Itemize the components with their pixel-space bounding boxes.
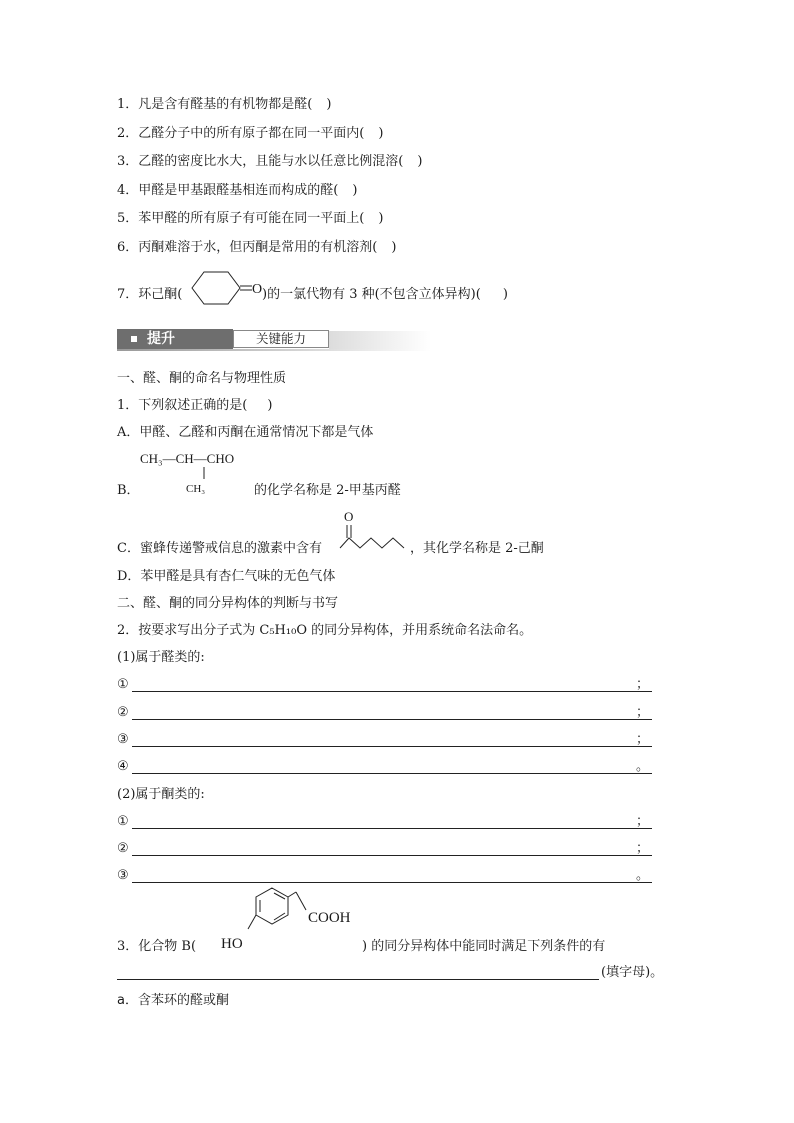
s1-option-b-label: B． (117, 483, 140, 498)
s1-option-c-pre: C．蜜蜂传递警戒信息的激素中含有 (117, 541, 322, 556)
cyclohexanone-structure (186, 268, 266, 308)
svg-text:COOH: COOH (308, 910, 351, 926)
s1-q1-stem: 1．下列叙述正确的是( ) (117, 398, 273, 413)
svg-text:CH₃—CH—CHO: CH₃—CH—CHO (140, 451, 235, 466)
s1-option-a: A．甲醛、乙醛和丙酮在通常情况下都是气体 (117, 425, 374, 440)
q3-pre: 3．化合物 B( (117, 939, 197, 954)
judge-q7-pre: 7．环己酮( (117, 287, 183, 302)
q3-post: ) 的同分异构体中能同时满足下列条件的有 (362, 939, 606, 954)
judge-q7-post: )的一氯代物有 3 种(不包含立体异构)( ) (262, 287, 508, 302)
s2-part1: (1)属于醛类的: (117, 650, 205, 665)
section-banner (117, 329, 431, 351)
section2-heading: 二、醛、酮的同分异构体的判断与书写 (117, 596, 339, 611)
s1-option-c-post: ，其化学名称是 2-己酮 (410, 541, 544, 556)
structure-b (140, 450, 270, 496)
banner-left: 提升 (117, 329, 233, 349)
compound-b-structure (216, 880, 376, 956)
q3-answer-blank[interactable]: (填字母)。 (117, 964, 677, 982)
svg-text:HO: HO (221, 936, 243, 952)
s1-option-d: D．苯甲醛是具有杏仁气味的无色气体 (117, 569, 336, 584)
section1-heading: 一、醛、酮的命名与物理性质 (117, 371, 287, 386)
q3-condition-a: a．含苯环的醛或酮 (117, 993, 229, 1008)
judge-q4: 4．甲醛是甲基跟醛基相连而构成的醛( ) (117, 183, 358, 198)
judge-q1: 1．凡是含有醛基的有机物都是醛( ) (117, 97, 332, 112)
judge-q5: 5．苯甲醛的所有原子有可能在同一平面上( ) (117, 211, 384, 226)
judge-q6: 6．丙酮难溶于水，但丙酮是常用的有机溶剂( ) (117, 240, 397, 255)
s2-part2: (2)属于酮类的: (117, 787, 205, 802)
judge-q3: 3．乙醛的密度比水大，且能与水以任意比例混溶( ) (117, 154, 423, 169)
s1-option-b-text: 的化学名称是 2-甲基丙醛 (254, 483, 401, 498)
judge-q2: 2．乙醛分子中的所有原子都在同一平面内( ) (117, 126, 384, 141)
ketone-o: O (252, 282, 263, 297)
heptanone-structure (336, 508, 416, 554)
banner-right: 关键能力 (233, 330, 329, 348)
s2-q2-stem: 2．按要求写出分子式为 C₅H₁₀O 的同分异构体，并用系统命名法命名。 (117, 623, 533, 638)
svg-text:CH₃: CH₃ (186, 483, 206, 495)
svg-text:O: O (344, 509, 354, 524)
square-icon (131, 336, 137, 342)
